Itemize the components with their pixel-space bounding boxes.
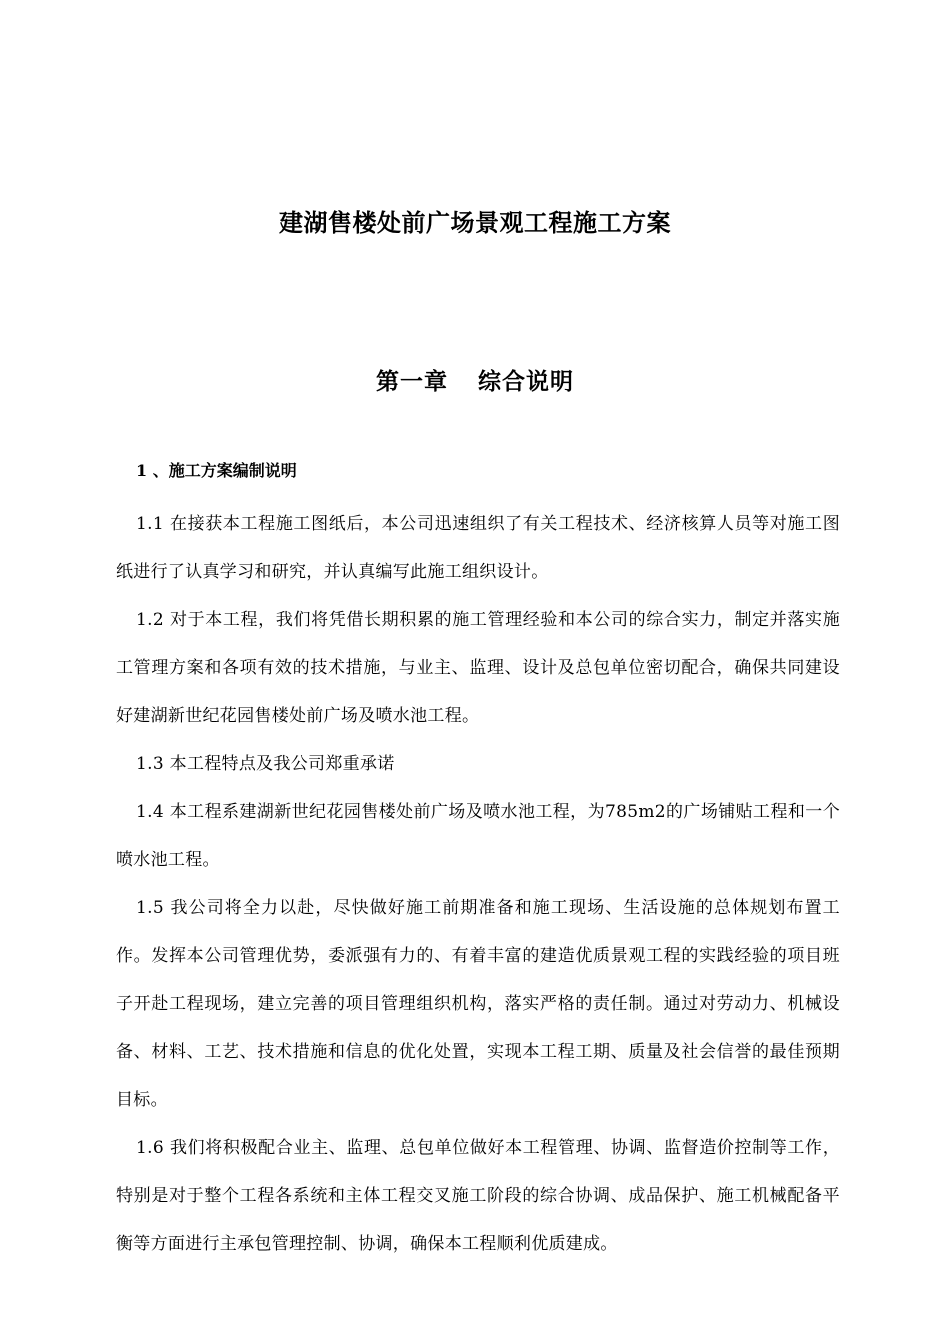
paragraph-1-5: 1.5 我公司将全力以赴，尽快做好施工前期准备和施工现场、生活设施的总体规划布置工作。发挥本公司管理优势，委派强有力的、有着丰富的建造优质景观工程的实践经验的项目班子开赴工程现场，建立完善的项目管理组织机构，落实严格的责任制。通过对劳动力、机械设备、材料、工艺、技术措施和信息的优化处置，实现本工程工期、质量及社会信誉的最佳预期目标。: [116, 898, 840, 1110]
paragraph-1-2: 1.2 对于本工程，我们将凭借长期积累的施工管理经验和本公司的综合实力，制定并落实施工管理方案和各项有效的技术措施，与业主、监理、设计及总包单位密切配合，确保共同建设好建湖新世纪花园售楼处前广场及喷水池工程。: [116, 610, 840, 726]
chapter-title: [0, 363, 950, 396]
paragraph-1-1: 1.1 在接获本工程施工图纸后，本公司迅速组织了有关工程技术、经济核算人员等对施工图纸进行了认真学习和研究，并认真编写此施工组织设计。: [116, 514, 840, 582]
document-title: 建湖售楼处前广场景观工程施工方案: [279, 208, 671, 237]
paragraph-1-4: 1.4 本工程系建湖新世纪花园售楼处前广场及喷水池工程，为785m2的广场铺贴工程和一个喷水池工程。: [116, 802, 840, 870]
chapter-number: 第一章: [376, 368, 448, 395]
paragraph-1-3: 1.3 本工程特点及我公司郑重承诺: [136, 754, 395, 774]
chapter-name: 综合说明: [478, 368, 574, 395]
body-text: [116, 500, 840, 1268]
paragraph-1-6: 1.6 我们将积极配合业主、监理、总包单位做好本工程管理、协调、监督造价控制等工作，特别是对于整个工程各系统和主体工程交叉施工阶段的综合协调、成品保护、施工机械配备平衡等方面进行主承包管理控制、协调，确保本工程顺利优质建成。: [116, 1138, 840, 1254]
section-heading: 1 、施工方案编制说明: [136, 461, 297, 480]
